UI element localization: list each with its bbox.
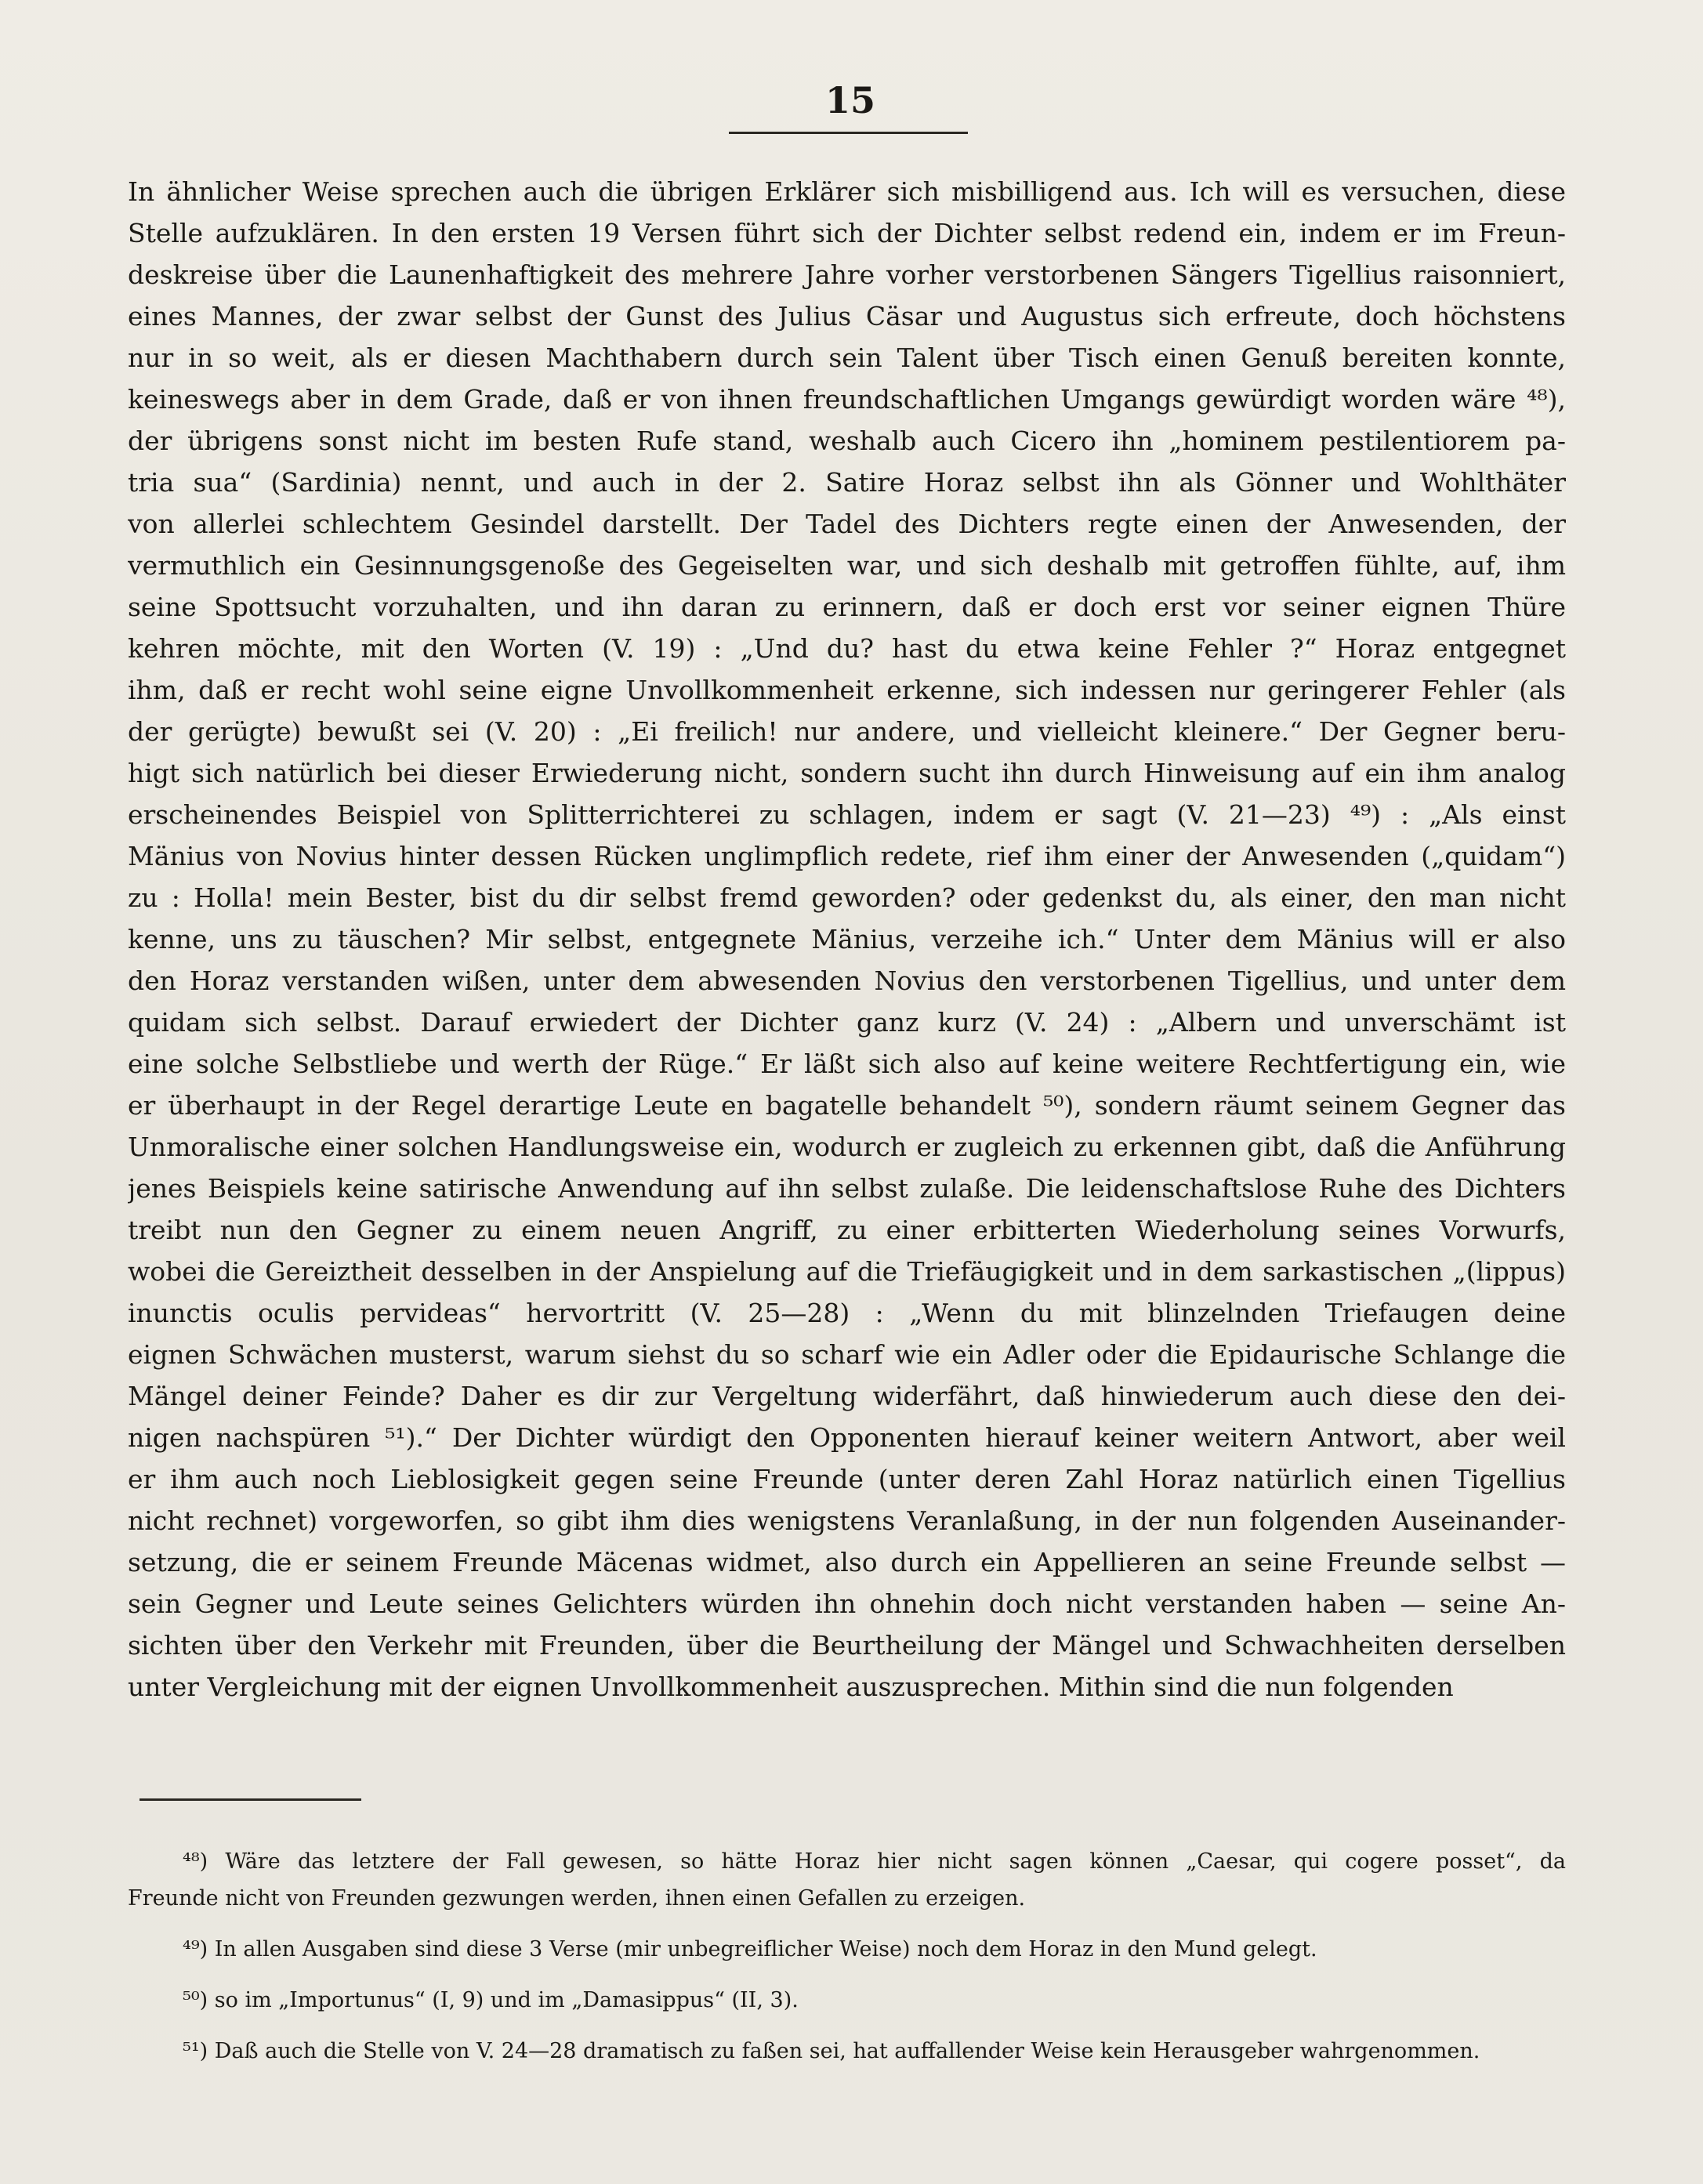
body-line: setzung, die er seinem Freunde Mäcenas widmet, also durch ein Appellieren an seine Freunde selbst — — [128, 1547, 1566, 1577]
body-line: kehren möchte, mit den Worten (V. 19) : „Und du? hast du etwa keine Fehler ?“ Horaz entgegnet — [128, 633, 1566, 664]
body-line: der übrigens sonst nicht im besten Rufe stand, weshalb auch Cicero ihn „hominem pestilentiorem pa- — [128, 426, 1566, 456]
body-line: unter Vergleichung mit der eignen Unvollkommenheit auszusprechen. Mithin sind die nun folgenden — [128, 1672, 1454, 1702]
body-line: Mängel deiner Feinde? Daher es dir zur Vergeltung widerfährt, daß hinwiederum auch diese den dei- — [128, 1381, 1566, 1411]
body-text — [128, 171, 1566, 1708]
body-line: wobei die Gereiztheit desselben in der Anspielung auf die Triefäugigkeit und in dem sarkastischen „(lippus) — [128, 1256, 1566, 1287]
body-line: eine solche Selbstliebe und werth der Rüge.“ Er läßt sich also auf keine weitere Rechtfertigung ein, wie — [128, 1049, 1566, 1079]
body-line: kenne, uns zu täuschen? Mir selbst, entgegnete Mänius, verzeihe ich.“ Unter dem Mänius will er also — [128, 924, 1566, 954]
body-line: vermuthlich ein Gesinnungsgenoße des Gegeiselten war, und sich deshalb mit getroffen fühlte, auf, ihm — [128, 550, 1566, 581]
body-line: inunctis oculis pervideas“ hervortritt (V. 25—28) : „Wenn du mit blinzelnden Triefaugen deine — [128, 1298, 1566, 1328]
body-line: jenes Beispiels keine satirische Anwendung auf ihn selbst zulaße. Die leidenschaftslose Ruhe des Dichters — [128, 1173, 1566, 1204]
footnote-separator-rule — [140, 1798, 361, 1801]
body-line: zu : Holla! mein Bester, bist du dir selbst fremd geworden? oder gedenkst du, als einer, den man nicht — [128, 882, 1566, 913]
body-line: sein Gegner und Leute seines Gelichters würden ihn ohnehin doch nicht verstanden haben — seine An- — [128, 1588, 1566, 1619]
body-line: eines Mannes, der zwar selbst der Gunst des Julius Cäsar und Augustus sich erfreute, doch höchstens — [128, 301, 1566, 331]
body-line: nur in so weit, als er diesen Machthabern durch sein Talent über Tisch einen Genuß bereiten konnte, — [128, 342, 1566, 373]
body-line: higt sich natürlich bei dieser Erwiederung nicht, sondern sucht ihn durch Hinweisung auf ein ihm analog — [128, 758, 1566, 788]
body-line: In ähnlicher Weise sprechen auch die übrigen Erklärer sich misbilligend aus. Ich will es versuchen, diese — [128, 176, 1566, 207]
body-line: Mänius von Novius hinter dessen Rücken unglimpflich redete, rief ihm einer der Anwesenden („quidam“) — [128, 841, 1566, 871]
body-line: seine Spottsucht vorzuhalten, und ihn daran zu erinnern, daß er doch erst vor seiner eignen Thüre — [128, 592, 1566, 622]
body-line: er überhaupt in der Regel derartige Leute en bagatelle behandelt ⁵⁰), sondern räumt seinem Gegner das — [128, 1090, 1566, 1121]
footnote-49: ⁴⁹) In allen Ausgaben sind diese 3 Verse (mir unbegreiflicher Weise) noch dem Horaz in den Mund gelegt. — [183, 1937, 1317, 1961]
body-line: von allerlei schlechtem Gesindel darstellt. Der Tadel des Dichters regte einen der Anwesenden, der — [128, 509, 1566, 539]
footnote-51: ⁵¹) Daß auch die Stelle von V. 24—28 dramatisch zu faßen sei, hat auffallender Weise kein Herausgeber wahrgenommen. — [183, 2039, 1480, 2063]
body-line: eignen Schwächen musterst, warum siehst du so scharf wie ein Adler oder die Epidaurische Schlange die — [128, 1339, 1566, 1370]
body-line: keineswegs aber in dem Grade, daß er von ihnen freundschaftlichen Umgangs gewürdigt worden wäre ⁴⁸), — [128, 384, 1566, 415]
body-line: ihm, daß er recht wohl seine eigne Unvollkommenheit erkenne, sich indessen nur geringerer Fehler (als — [128, 675, 1566, 705]
body-line: quidam sich selbst. Darauf erwiedert der Dichter ganz kurz (V. 24) : „Albern und unverschämt ist — [128, 1007, 1566, 1038]
footnote-48-continuation: Freunde nicht von Freunden gezwungen werden, ihnen einen Gefallen zu erzeigen. — [128, 1886, 1026, 1911]
body-line: sichten über den Verkehr mit Freunden, über die Beurtheilung der Mängel und Schwachheiten derselben — [128, 1630, 1566, 1661]
footnote-50: ⁵⁰) so im „Importunus“ (I, 9) und im „Damasippus“ (II, 3). — [183, 1988, 799, 2012]
body-line: nigen nachspüren ⁵¹).“ Der Dichter würdigt den Opponenten hierauf keiner weitern Antwort, aber weil — [128, 1422, 1566, 1453]
body-line: Unmoralische einer solchen Handlungsweise ein, wodurch er zugleich zu erkennen gibt, daß die Anführung — [128, 1132, 1566, 1162]
body-line: deskreise über die Launenhaftigkeit des mehrere Jahre vorher verstorbenen Sängers Tigellius raisonniert, — [128, 259, 1566, 290]
body-line: den Horaz verstanden wißen, unter dem abwesenden Novius den verstorbenen Tigellius, und unter dem — [128, 965, 1566, 996]
footnote-48: ⁴⁸) Wäre das letztere der Fall gewesen, so hätte Horaz hier nicht sagen können „Caesar, qui cogere posset“, da — [183, 1849, 1566, 1874]
body-line: erscheinendes Beispiel von Splitterrichterei zu schlagen, indem er sagt (V. 21—23) ⁴⁹) : „Als einst — [128, 799, 1566, 830]
body-line: tria sua“ (Sardinia) nennt, und auch in der 2. Satire Horaz selbst ihn als Gönner und Wohlthäter — [128, 467, 1566, 498]
page-number-rule — [729, 132, 968, 134]
page-number: 15 — [824, 79, 875, 121]
footnotes — [128, 1843, 1566, 2070]
body-line: er ihm auch noch Lieblosigkeit gegen seine Freunde (unter deren Zahl Horaz natürlich einen Tigellius — [128, 1464, 1566, 1494]
body-line: nicht rechnet) vorgeworfen, so gibt ihm dies wenigstens Veranlaßung, in der nun folgenden Auseinander- — [128, 1505, 1566, 1536]
body-line: der gerügte) bewußt sei (V. 20) : „Ei freilich! nur andere, und vielleicht kleinere.“ Der Gegner beru- — [128, 716, 1566, 747]
body-line: treibt nun den Gegner zu einem neuen Angriff, zu einer erbitterten Wiederholung seines Vorwurfs, — [128, 1215, 1566, 1245]
body-line: Stelle aufzuklären. In den ersten 19 Versen führt sich der Dichter selbst redend ein, indem er im Freun- — [128, 218, 1566, 248]
